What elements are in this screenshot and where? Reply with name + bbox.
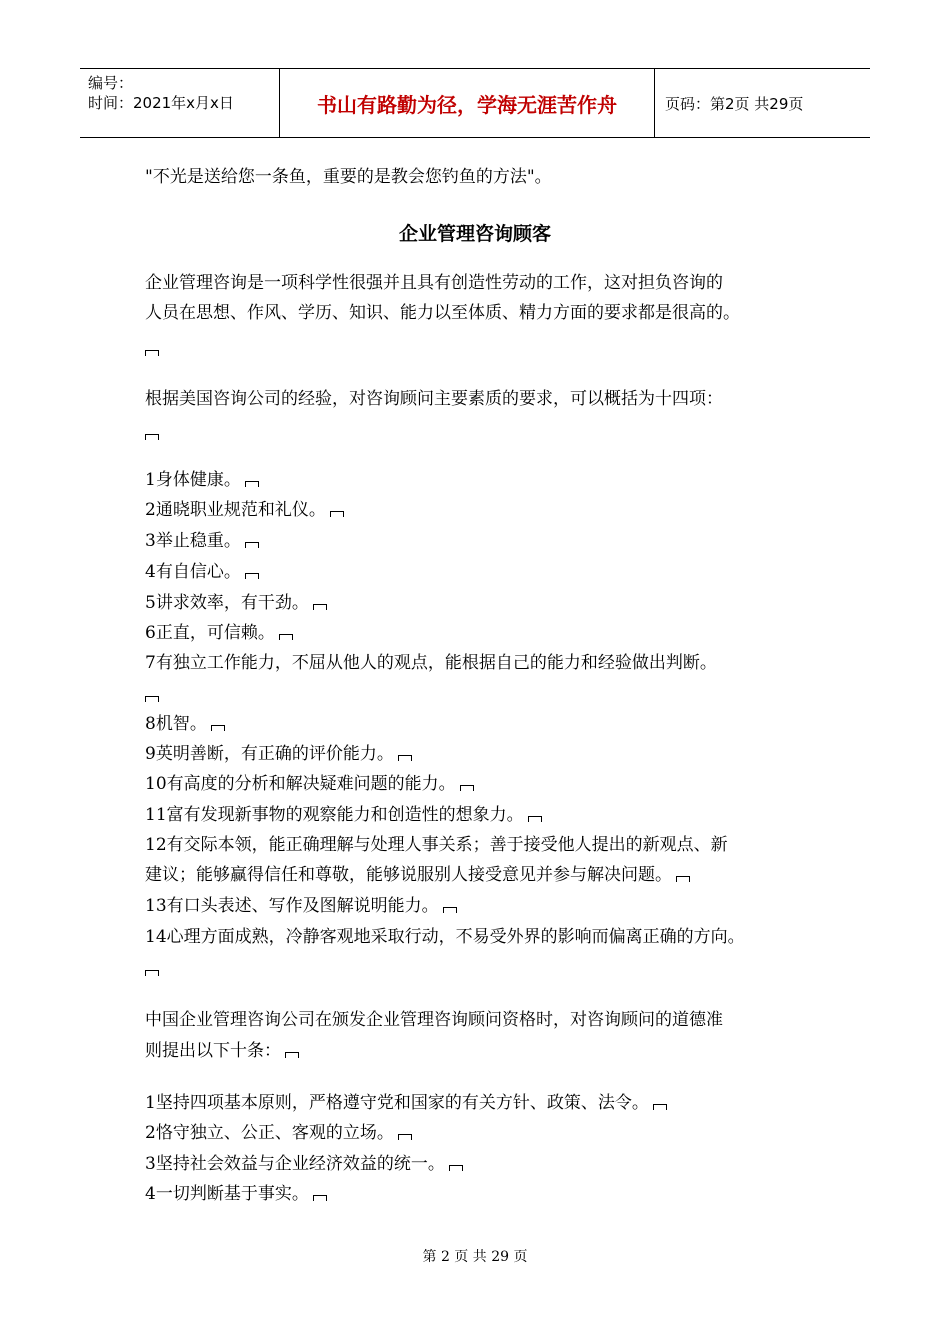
quote: "不光是送给您一条鱼，重要的是教会您钓鱼的方法"。 (145, 167, 552, 187)
list-item: 2通晓职业规范和礼仪。 (145, 499, 344, 521)
paragraph-line: 中国企业管理咨询公司在颁发企业管理咨询顾问资格时，对咨询顾问的道德准 (145, 1010, 723, 1030)
paragraph-line: 根据美国咨询公司的经验，对咨询顾问主要素质的要求，可以概括为十四项： (145, 389, 723, 409)
list-item: 1身体健康。 (145, 469, 259, 491)
number-label: 编号： (88, 74, 134, 92)
paragraph-line: 企业管理咨询是一项科学性很强并且具有创造性劳动的工作，这对担负咨询的 (145, 273, 723, 293)
page-info: 页码：第2页 共29页 (665, 94, 804, 113)
list-item: 建议；能够赢得信任和尊敬，能够说服别人接受意见并参与解决问题。 (145, 864, 690, 886)
list-item: 3坚持社会效益与企业经济效益的统一。 (145, 1153, 463, 1175)
document-header (80, 68, 870, 138)
time-label: 时间：2021年x月x日 (88, 94, 234, 112)
list-item: 13有口头表述、写作及图解说明能力。 (145, 895, 457, 917)
list-item: 3举止稳重。 (145, 530, 259, 552)
list-item: 8机智。 (145, 713, 225, 735)
list-item: 11富有发现新事物的观察能力和创造性的想象力。 (145, 804, 542, 826)
list-item: 6正直，可信赖。 (145, 622, 293, 644)
list-item: 12有交际本领，能正确理解与处理人事关系；善于接受他人提出的新观点、新 (145, 835, 728, 855)
list-item: 9英明善断，有正确的评价能力。 (145, 743, 412, 765)
paragraph-mark (145, 338, 159, 360)
paragraph-mark (145, 958, 159, 980)
doc-title: 企业管理咨询顾客 (398, 223, 551, 245)
list-item: 1坚持四项基本原则，严格遵守党和国家的有关方针、政策、法令。 (145, 1092, 667, 1114)
paragraph-line: 人员在思想、作风、学历、知识、能力以至体质、精力方面的要求都是很高的。 (145, 303, 740, 323)
paragraph-line: 则提出以下十条： (145, 1040, 299, 1062)
paragraph-mark (145, 684, 159, 706)
paragraph-mark (145, 422, 159, 444)
list-item: 4有自信心。 (145, 561, 259, 583)
list-item: 14心理方面成熟，冷静客观地采取行动，不易受外界的影响而偏离正确的方向。 (145, 927, 745, 947)
list-item: 2恪守独立、公正、客观的立场。 (145, 1122, 412, 1144)
list-item: 5讲求效率，有干劲。 (145, 592, 327, 614)
list-item: 10有高度的分析和解决疑难问题的能力。 (145, 773, 474, 795)
list-item: 4一切判断基于事实。 (145, 1183, 327, 1205)
header-meta (80, 69, 280, 137)
page-footer: 第 2 页 共 29 页 (422, 1249, 528, 1265)
motto: 书山有路勤为径，学海无涯苦作舟 (280, 69, 655, 137)
list-item: 7有独立工作能力，不屈从他人的观点，能根据自己的能力和经验做出判断。 (145, 653, 717, 673)
